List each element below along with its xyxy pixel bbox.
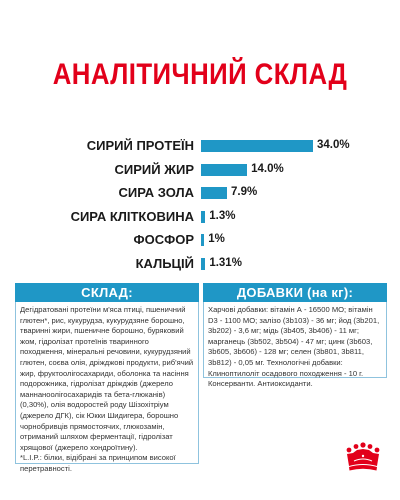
bar-label: СИРИЙ ЖИР	[114, 161, 194, 177]
bar-value-label: 1.3%	[209, 209, 236, 222]
composition-body	[15, 302, 199, 473]
bar	[201, 187, 227, 199]
composition-text: Дегідратовані протеїни м'яса птиці, пшеничний глютен*, рис, кукурудза, кукурудзяне борошно, тваринні жири, пшеничне борошно, буряковий жом, гідролізат протеїнів тваринного походження, мінеральні речовини, кукурудзяний глютен, соєва олія, дріжджові продукти, риб'ячий жир, фруктоолігосахариди, оболонка та насіння подорожника, гідролізат дріжджів (джерело маннаноолігосахаридів та бета-глюканів) (0,30%), олія водоростей роду Шізохітріум (джерело ДГК), сік Юкки Шидигера, борошно чорнобривців прямостоячих, глюкозамін, отриманий шляхом ферментації, гідролізат хрящової (джерело хондроїтину). *L.I.P.: білки, відібрані за принципом високої перетравності.	[20, 305, 194, 473]
bar-value-label: 34.0%	[317, 139, 350, 151]
additives-text: Харчові добавки: вітамін А - 16500 МО; вітамін D3 - 1100 МО; залізо (3b103) - 36 мг; йод (3b201, 3b202) - 3,6 мг; мідь (3b405, 3b406) - 11 мг; марганець (3b502, 3b504) - 47 мг; цинк (3b603, 3b605, 3b606) - 128 мг; селен (3b801, 3b811, 3b812) - 0,05 мг. Технологічні добавки: Клиноптилоліт осадового походження - 10 г. Консерванти. Антиоксиданти.	[208, 305, 380, 389]
page-title: АНАЛІТИЧНИЙ СКЛАД	[52, 58, 348, 91]
additives-body	[203, 302, 387, 389]
composition-panel	[15, 283, 199, 473]
additives-panel	[203, 283, 387, 389]
bar	[201, 211, 205, 223]
bar-value-label: 14.0%	[251, 162, 284, 175]
bar-label: СИРИЙ ПРОТЕЇН	[86, 138, 194, 153]
bar-value-label: 1%	[208, 233, 225, 245]
bar-value-label: 1.31%	[209, 256, 242, 269]
bar-label: СИРА КЛІТКОВИНА	[70, 208, 194, 224]
bar-label: СИРА ЗОЛА	[118, 185, 194, 200]
bar-value-label: 7.9%	[231, 186, 258, 198]
bar	[201, 258, 205, 270]
bar	[201, 234, 204, 246]
bar-label: КАЛЬЦІЙ	[135, 255, 194, 271]
bar	[201, 140, 313, 152]
composition-header: СКЛАД:	[15, 283, 199, 302]
bar-label: ФОСФОР	[133, 232, 194, 247]
additives-header: ДОБАВКИ (на кг):	[203, 283, 387, 302]
bar	[201, 164, 247, 176]
royal-canin-crown-logo	[343, 442, 383, 476]
